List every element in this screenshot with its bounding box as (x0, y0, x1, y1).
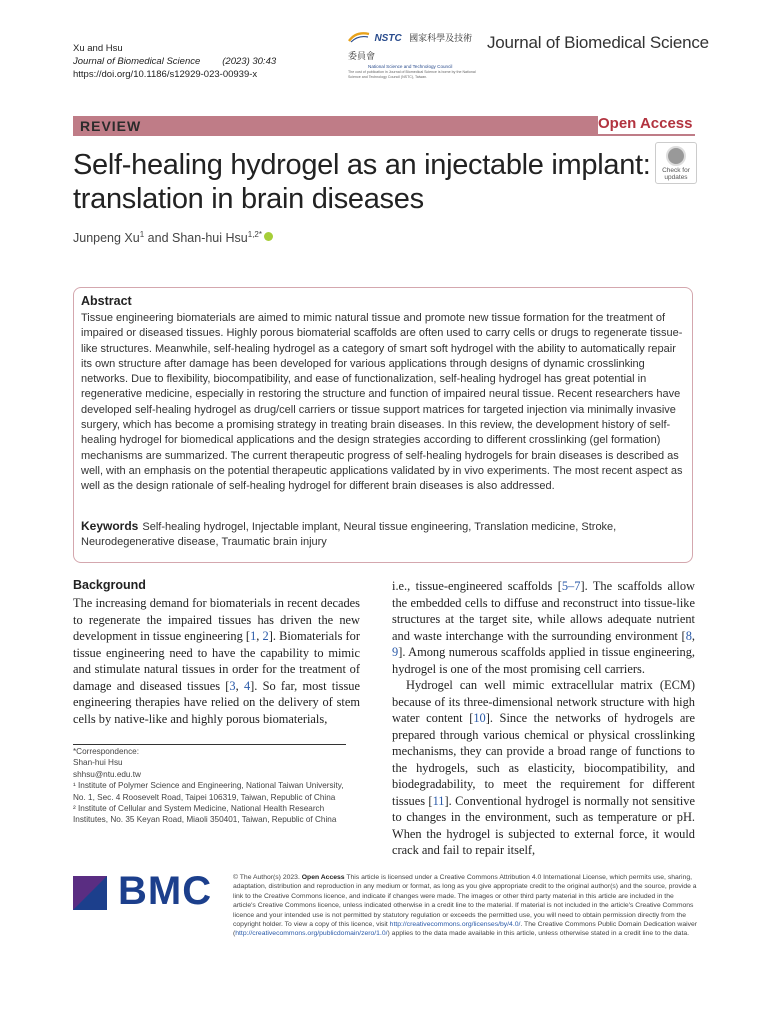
nstc-english-name: National Science and Technology Council (368, 64, 453, 69)
body-text: , (691, 628, 695, 643)
author-name[interactable]: Junpeng Xu (73, 231, 140, 246)
nstc-logo (348, 28, 478, 79)
correspondence-label: *Correspondence: (73, 747, 139, 756)
left-column-text (73, 595, 360, 727)
body-text: , (235, 678, 244, 693)
orcid-icon[interactable] (264, 232, 273, 241)
citation-link[interactable]: 3 (229, 678, 236, 693)
correspondence-name: Shan-hui Hsu (73, 758, 123, 768)
running-header (73, 42, 276, 81)
author-affiliation-sup: 1 (139, 230, 145, 239)
body-text: i.e., tissue-engineered scaffolds [ (392, 579, 562, 593)
license-open-access: Open Access (301, 874, 345, 881)
paragraph (392, 578, 695, 677)
citation-link[interactable]: 2 (262, 629, 269, 643)
author-affiliation-sup: 1,2* (247, 230, 262, 239)
citation-link[interactable]: 4 (243, 678, 251, 693)
check-for-updates-badge[interactable] (655, 142, 697, 184)
citation-link[interactable]: 10 (473, 711, 486, 725)
affiliation-1: ¹ Institute of Polymer Science and Engineering, National Taiwan University, No. 1, Sec. 4 Roosevelt Road, Taipei 106319, Taiwan, Republic of China (73, 781, 344, 802)
license-copyright: © The Author(s) 2023. (233, 874, 302, 881)
citation-link[interactable]: 8 (685, 628, 692, 643)
journal-name: Journal of Biomedical Science (487, 33, 709, 52)
crossmark-icon (666, 146, 686, 166)
open-access-label: Open Access (598, 114, 697, 134)
nstc-swoosh-icon (348, 31, 370, 43)
header-volume: (2023) 30:43 (222, 56, 277, 67)
check-updates-line2: updates (664, 174, 688, 181)
license-link[interactable]: http://creativecommons.org/licenses/by/4.0/ (389, 921, 521, 929)
abstract-text: Tissue engineering biomaterials are aimed to mimic natural tissue and promote new tissue formation for the treatment of impaired or diseased tissues. Highly porous biomaterial scaffolds are often used to carry cells or drugs to regenerate tissue-like structures. Meanwhile, self-healing hydrogel as a category of smart soft hydrogel with the ability to automatically repair its own structure after damage has been developed for various applications through designs of dynamic crosslinking networks. Due to flexibility, biocompatibility, and ease of functionalization, self-healing hydrogel has great potential in regenerative medicine, especially in restoring the structure and function of impaired neural tissue. Recent researchers have developed self-healing hydrogel as drug/cell carriers or tissue support matrices for targeted injection via minimally invasive surgery, which has become a promising strategy in treating brain diseases. In this review, the development history of self-healing hydrogel for biomedical applications and the design strategies according to different crosslinking (gel formation) mechanisms are summarized. The current therapeutic progress of self-healing hydrogels for brain diseases is described as well, with an emphasis on the potential therapeutic applications validated by in vivo experiments. The most recent aspect as well as the design rationale of self-healing hydrogel for different brain diseases is also addressed. (81, 312, 683, 493)
citation-link[interactable]: 5–7 (561, 579, 581, 593)
body-text: ]. Among numerous scaffolds applied in tissue engineering, hydrogel is one of the most promising cell carriers. (392, 645, 695, 676)
keywords (81, 519, 681, 551)
abstract-heading: Abstract (81, 294, 132, 308)
body-text: Hydrogel can well mimic extracellular matrix (ECM) because of its three-dimensional network structure with high water content [ (392, 678, 695, 725)
check-updates-line1: Check for (662, 167, 690, 174)
article-type-label: REVIEW (80, 118, 142, 134)
citation-link[interactable]: 1 (250, 629, 257, 643)
license-mid: . The Creative Commons Public Domain Dedication waiver ( (233, 921, 698, 938)
article-title: Self-healing hydrogel as an injectable implant: translation in brain diseases (73, 149, 651, 215)
citation-link[interactable]: 9 (392, 645, 399, 659)
body-text: ]. Since the networks of hydrogels are prepared through various chemical or physical crosslinking mechanisms, they can provide a broad range of functions to the hydrogels, such as elasticity, biocompatibility, and biodegradability, to meet the requirement for different tissues [ (392, 711, 695, 808)
bmc-logo (73, 869, 213, 916)
license-body: This article is licensed under a Creative Commons Attribution 4.0 International License, which permits use, sharing, adaptation, distribution and reproduction in any medium or format, as long as you give appropriate credit to the original author(s) and the source, provide a link to the Creative Commons licence, and indicate if changes were made. The images or other third party material in this article are included in the article's Creative Commons licence, unless indicated otherwise in a credit line to the material. If material is not included in the article's Creative Commons licence and your intended use is not permitted by statutory regulation or exceeds the permitted use, you will need to obtain permission directly from the copyright holder. To view a copy of this licence, visit (233, 874, 697, 929)
keywords-label: Keywords (81, 519, 139, 533)
author-name[interactable]: Shan-hui Hsu (172, 231, 248, 246)
public-domain-link[interactable]: http://creativecommons.org/publicdomain/zero/1.0/ (235, 930, 388, 938)
nstc-chinese-name: 國家科學及技術委員會 (348, 33, 473, 61)
body-text: ]. Conventional hydrogel is normally not sensitive to changes in the environment, such as temperature or pH. When the hydrogel is subjected to external force, it would crack and fail to repair itself, (392, 793, 695, 857)
right-column-text (392, 578, 695, 859)
author-list (73, 230, 273, 245)
correspondence-email[interactable]: shhsu@ntu.edu.tw (73, 769, 141, 779)
bmc-wordmark: BMC (118, 869, 213, 913)
body-text: ]. Biomaterials for tissue engineering need to have the capability to mimic and stimulate natural tissues in order for the treatment of damage and diseased tissues [ (73, 629, 360, 693)
body-text: ]. So far, most tissue engineering therapies have relied on the delivery of stem cells by native-like and highly porous biomaterials, (73, 678, 360, 726)
body-text: , (256, 629, 263, 643)
license-statement (233, 873, 698, 939)
author-separator: and (144, 231, 172, 246)
paragraph (392, 677, 695, 859)
keywords-list: Self-healing hydrogel, Injectable implant, Neural tissue engineering, Translation medicine, Stroke, Neurodegenerative disease, Traumatic brain injury (81, 521, 617, 549)
header-doi[interactable]: https://doi.org/10.1186/s12929-023-00939-x (73, 69, 258, 80)
nstc-wordmark: NSTC (374, 33, 402, 44)
footnote-divider (73, 744, 346, 745)
header-journal: Journal of Biomedical Science (73, 56, 201, 67)
body-text: The increasing demand for biomaterials in recent decades to regenerate the impaired tissues has driven the new development in tissue engineering [ (73, 596, 360, 643)
header-authors: Xu and Hsu (73, 43, 123, 54)
nstc-note: The cost of publication in Journal of Biomedical Science is borne by the National Science and Technology Council (NSTC), Taiwan. (348, 70, 476, 79)
license-end: ) applies to the data made available in this article, unless otherwise stated in a credit line to the data. (387, 930, 690, 938)
bmc-triangle-icon (73, 876, 107, 910)
affiliation-2: ² Institute of Cellular and System Medicine, National Health Research Institutes, No. 35 Keyan Road, Miaoli 350401, Taiwan, Republic of China (73, 804, 337, 825)
citation-link[interactable]: 11 (432, 793, 445, 808)
footnotes (73, 746, 353, 826)
section-heading-background: Background (73, 578, 146, 592)
body-text: ]. The scaffolds allow the embedded cells to diffuse and reconstruct into tissue-like structures at the target site, while allows adequate nutrient and waste interchange with the surrounding environment [ (392, 579, 696, 643)
